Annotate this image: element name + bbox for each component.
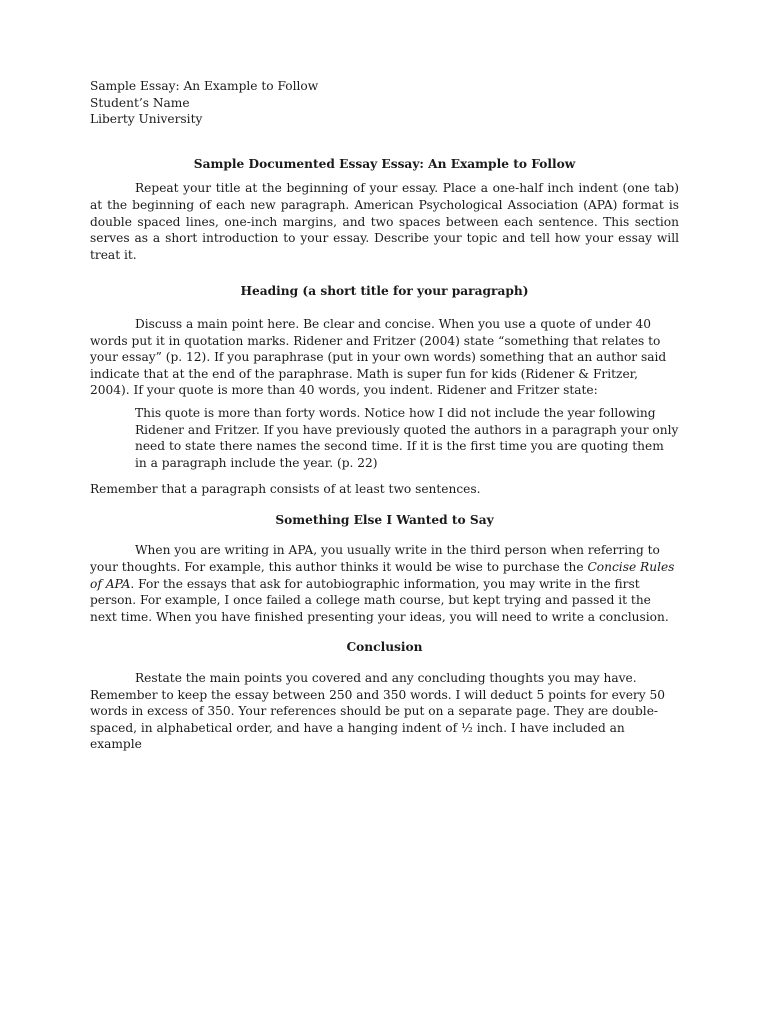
section1-paragraph: Discuss a main point here. Be clear and concise. When you use a quote of under 40 words put it in quotation marks. Ridener and Fritzer (2004) state “something that relates to your essay” (p. 12). If you paraphrase (put in your own words) something that an author said indicate that at the end of the paraphrase. Math is super fun for kids (Ridener & Fritzer, 2004). If your quote is more than 40 words, you indent. Ridener and Fritzer state: [90, 316, 667, 398]
section2-paragraph [90, 542, 679, 625]
section-heading-2: Something Else I Wanted to Say [275, 512, 494, 527]
document-page [90, 78, 679, 753]
student-name: Student’s Name [90, 95, 190, 110]
essay-label: Sample Essay: An Example to Follow [90, 79, 319, 93]
section2-text-after: . For the essays that ask for autobiographic information, you may write in the first person. For example, I once failed a college math course, but kept trying and passed it the next time. When you have finished presenting your ideas, you will need to write a conclusion. [90, 576, 669, 624]
book-title-italic: Concise Rules of APA [90, 560, 675, 591]
block-quote: This quote is more than forty words. Notice how I did not include the year following Ridener and Fritzer. If you have previously quoted the authors in a paragraph your only need to state there names the second time. If it is the first time you are quoting them in a paragraph include the year. (p. 22) [135, 405, 679, 470]
section-heading-1: Heading (a short title for your paragraph) [240, 284, 529, 299]
essay-title: Sample Documented Essay Essay: An Example to Follow [193, 156, 576, 171]
conclusion-paragraph: Restate the main points you covered and any concluding thoughts you may have. Remember to keep the essay between 250 and 350 words. I will deduct 5 points for every 50 words in excess of 350. Your references should be put on a separate page. They are double-spaced, in alphabetical order, and have a hanging indent of ½ inch. I have included an example [90, 671, 666, 752]
section1-closing: Remember that a paragraph consists of at least two sentences. [90, 482, 481, 497]
intro-paragraph: Repeat your title at the beginning of your essay. Place a one-half inch indent (one tab) at the beginning of each new paragraph. American Psychological Association (APA) format is double spaced lines, one-inch margins, and two spaces between each sentence. This section serves as a short introduction to your essay. Describe your topic and tell how your essay will treat it. [90, 181, 679, 262]
section2-text-before: When you are writing in APA, you usually write in the third person when referring to your thoughts. For example, this author thinks it would be wise to purchase the [90, 543, 660, 575]
conclusion-heading: Conclusion [346, 640, 423, 655]
institution-name: Liberty University [90, 112, 203, 127]
